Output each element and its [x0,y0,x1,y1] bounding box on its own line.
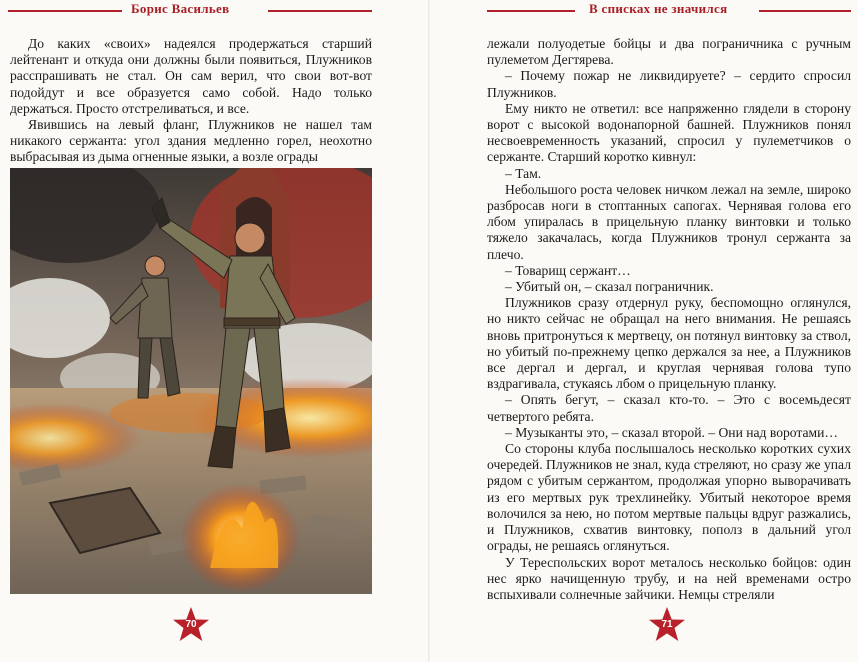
paragraph: – Музыканты это, – сказал второй. – Они над воротами… [505,424,839,440]
illustration-art [10,168,372,594]
header-rule-left [487,10,575,12]
war-illustration [10,168,372,594]
paragraph: – Товарищ сержант… [505,262,631,278]
header-rule-left [8,10,122,12]
page-number: 70 [185,619,197,630]
paragraph: лежали полуодетые бойцы и два пограничника с ручным пулеметом Дегтярева. [487,36,851,68]
right-page [429,0,858,662]
author-name: Борис Васильев [131,1,230,16]
paragraph: У Тереспольских ворот металось несколько бойцов: один нес ярко начищенную трубу, и на ней временами остро вспыхивали солнечные зайчики. Немцы стреляли [487,554,851,602]
left-page-header [0,0,429,22]
page-number-badge [648,606,686,644]
paragraph: – Почему пожар не ликвидируете? – сердито спросил Плужников. [487,68,851,100]
paragraph: Ему никто не ответил: все напряженно глядели в сторону ворот с высокой водонапорной башней. Плужников понял несвоевременность указаний, спросил у пулеметчиков о сержанте. Старший коротко кивнул: [487,100,851,165]
header-rule-right [759,10,851,12]
paragraph: Явившись на левый фланг, Плужников не нашел там никакого сержанта: угол здания медленно горел, неохотно выбрасывая из дыма огненные языки, а возле ограды [10,117,372,165]
paragraph: Плужников сразу отдернул руку, беспомощно оглянулся, но никто сейчас не обращал на него внимания. Не решаясь вновь притронуться к мертвецу, он потянул винтовку за ствол, но убитый по-прежнему цепко держался за нее, а Плужников все дергал и дергал, и круглая чернявая голова тупо вздрагивала, стукаясь лбом о прицельную планку. [487,295,851,392]
paragraph: – Там. [505,165,542,181]
book-title: В списках не значился [589,1,728,16]
paragraph: – Опять бегут, – сказал кто-то. – Это с восемьдесят четвертого ребята. [487,392,851,424]
paragraph: Небольшого роста человек ничком лежал на земле, широко разбросав ноги в стоптанных сапогах. Чернявая голова его лбом упиралась в прицельную планку винтовки и только тяжело закачалась, когда Плужников тронул сержанта за плечо. [487,181,851,262]
right-page-header [429,0,858,22]
header-rule-right [268,10,372,12]
paragraph: Со стороны клуба послышалось несколько коротких сухих очередей. Плужников не знал, куда стреляют, но сразу же упал рядом с убитым сержантом, продолжая упорно выворачивать из его мертвых рук трехлинейку. Убитый некоторое время волочился за нею, но потом мертвые пальцы вдруг разжались, и Плужников, схватив винтовку, пополз в дальний угол ограды, не решаясь оглянуться. [487,441,851,554]
page-number-badge [172,606,210,644]
page-number: 71 [661,619,673,630]
right-page-text [487,36,851,603]
paragraph: – Убитый он, – сказал пограничник. [505,279,714,295]
paragraph: До каких «своих» надеялся продержаться старший лейтенант и откуда они должны были появиться, Плужников расспрашивать не стал. Он сам верил, что свои вот-вот подойдут и все образуется само собой. Надо только держаться. Просто отстреливаться, и все. [10,36,372,116]
left-page-text [10,36,372,166]
